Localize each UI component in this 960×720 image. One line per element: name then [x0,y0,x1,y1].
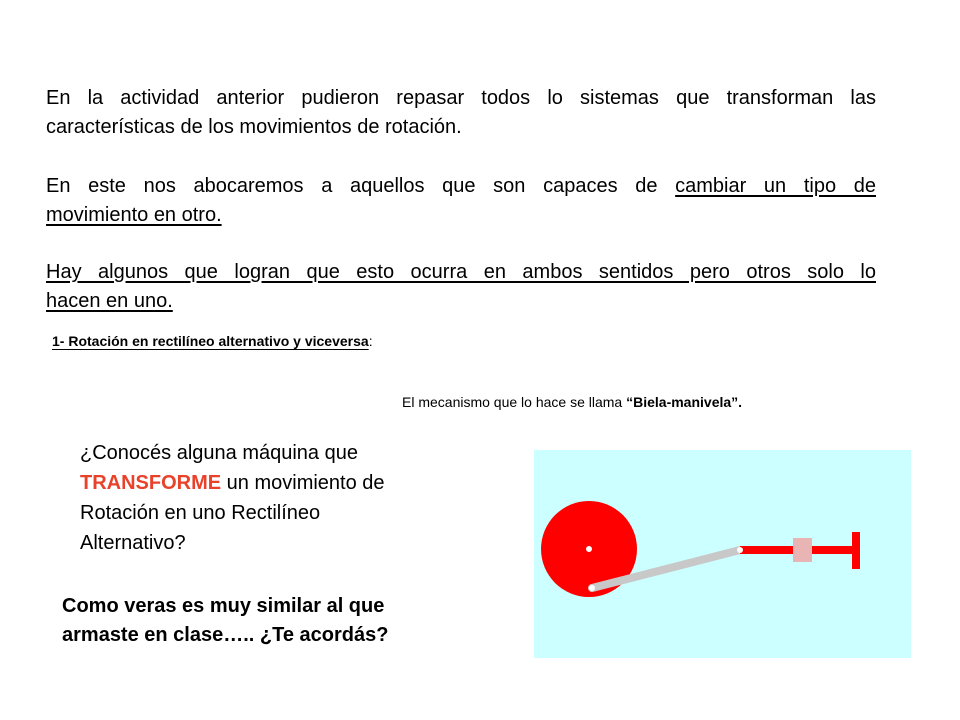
second-line-1 [46,172,876,201]
mechanism-note [402,394,742,410]
second-lead-text: En este nos abocaremos a aquellos que son capaces de [46,175,676,197]
closing-statement [62,592,472,650]
closing-line-2: armaste en clase….. ¿Te acordás? [62,624,389,646]
underlined-phrase-part1: cambiar un tipo de [675,175,876,197]
intro-line-1: En la actividad anterior pudieron repasar todos lo sistemas que transforman las [46,87,876,109]
underlined-phrase-part2: movimiento en otro. [46,204,222,226]
crank-slider-svg [534,450,911,658]
second-line-2 [46,201,876,230]
third-paragraph [46,258,876,316]
mechanism-lead: El mecanismo que lo hace se llama [402,394,627,410]
intro-paragraph [46,84,876,142]
question-line-4: Alternativo? [80,532,186,554]
crank-axle-pin [586,546,592,552]
question-block [80,438,460,558]
third-line-1: Hay algunos que logran que esto ocurra en ambos sentidos pero otros solo lo [46,261,876,283]
second-paragraph [46,172,876,230]
section-heading [52,333,373,349]
question-line-2 [80,468,460,498]
question-line-1: ¿Conocés alguna máquina que [80,442,358,464]
intro-line-2: características de los movimientos de rotación. [46,116,462,138]
question-line-3: Rotación en uno Rectilíneo [80,502,321,524]
section-heading-text: 1- Rotación en rectilíneo alternativo y viceversa [52,333,369,349]
wrist-pin [737,547,743,553]
third-line-2-wrap [46,287,876,316]
mechanism-name: “Biela-manivela”. [626,394,743,410]
third-line-2: hacen en uno. [46,290,173,312]
slider-guide [793,538,812,562]
piston-head [852,532,860,569]
closing-line-1: Como veras es muy similar al que [62,595,385,617]
section-heading-colon: : [368,333,373,349]
crank-slider-diagram [534,450,911,658]
question-line-2-rest: un movimiento de [221,472,385,494]
question-highlight: TRANSFORME [80,472,222,494]
crank-pin [589,585,595,591]
